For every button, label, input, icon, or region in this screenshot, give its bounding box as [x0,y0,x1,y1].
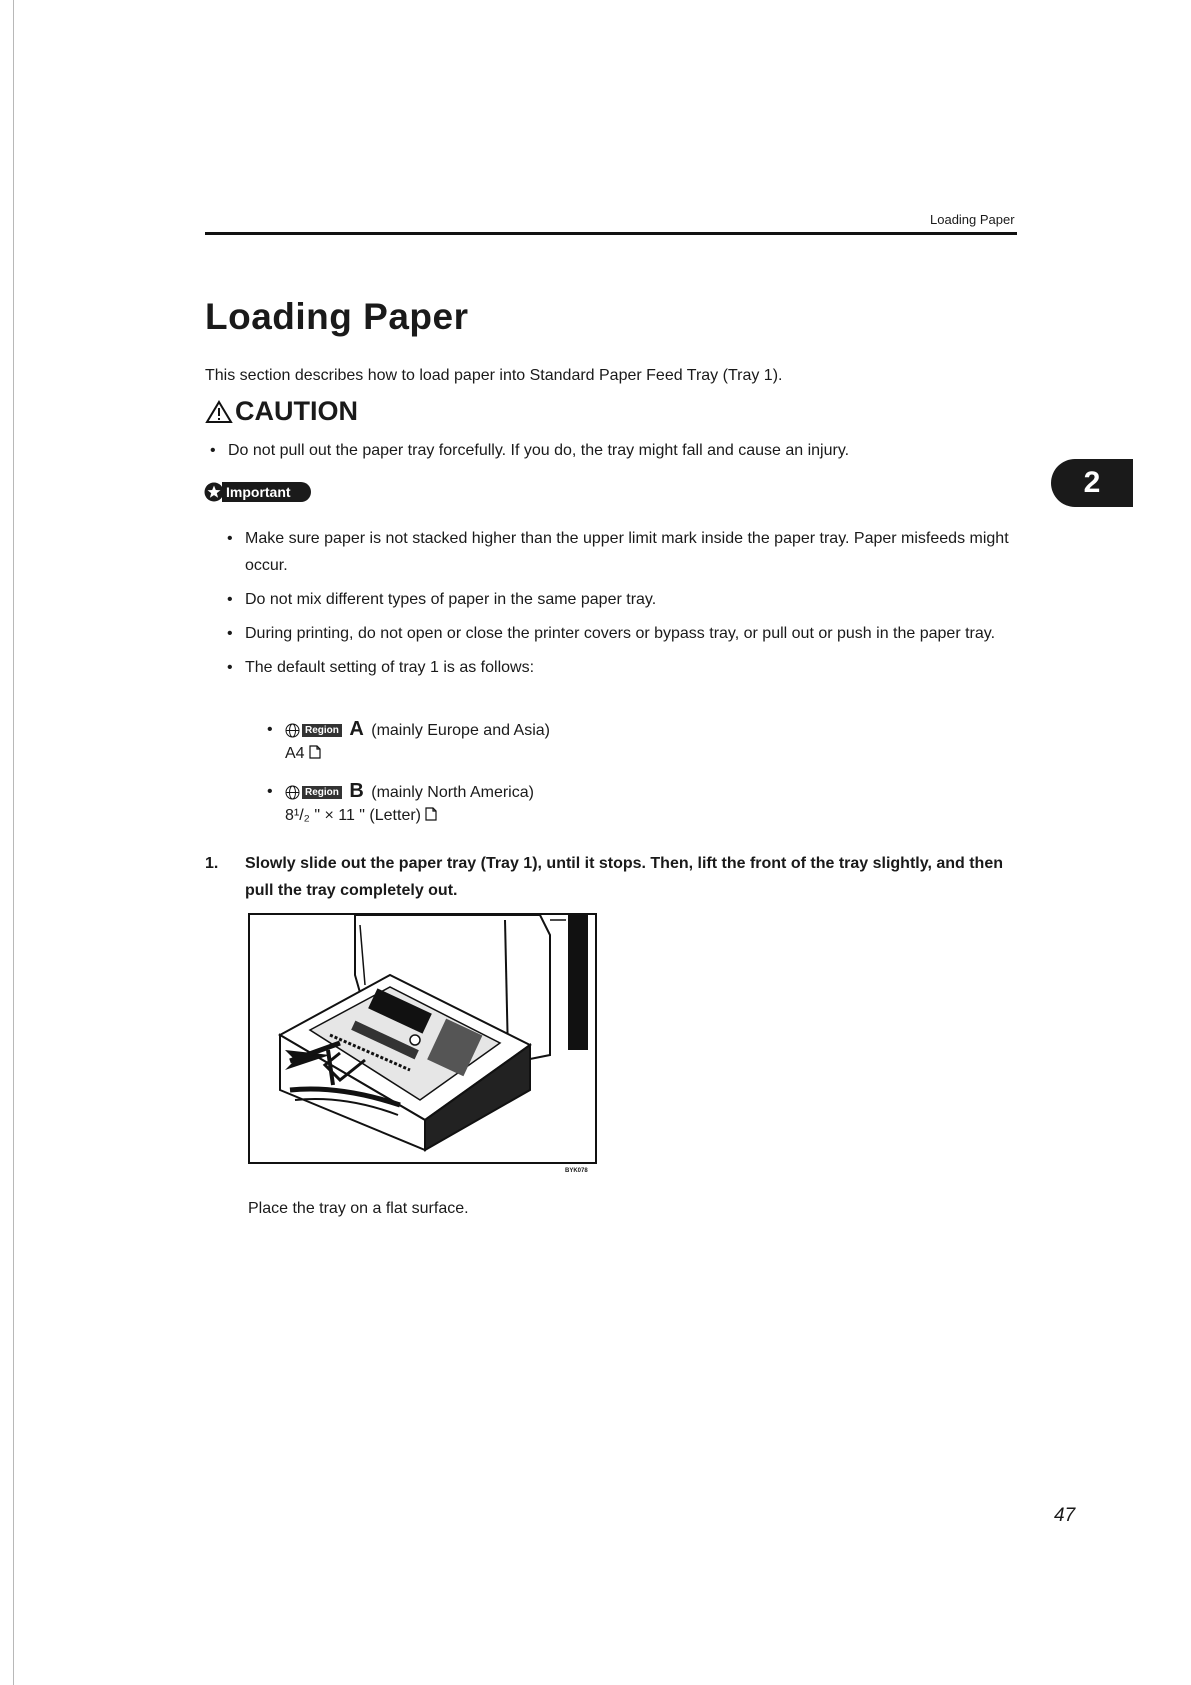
page-title: Loading Paper [205,296,469,337]
region-a-item [285,718,550,765]
important-heading [204,482,311,502]
header-rule [205,232,1017,235]
intro-paragraph: This section describes how to load paper into Standard Paper Feed Tray (Tray 1). [205,367,783,384]
region-letter: A [349,718,364,740]
paper-orientation-icon [425,807,437,821]
warning-triangle-icon [205,400,233,424]
paper-size-value: A4 [285,745,305,762]
running-header: Loading Paper [930,212,1015,227]
important-label: Important [222,482,311,502]
tray-illustration [248,913,597,1164]
caution-heading [205,396,358,427]
important-list [245,525,1020,688]
important-star-icon [204,482,224,502]
list-item: • The default setting of tray 1 is as follows: [245,654,1020,681]
region-letter: B [349,780,364,802]
globe-icon [285,723,300,738]
region-badge: • Region [285,785,342,800]
paper-tray-drawing [250,915,595,1162]
paper-size-value: 8¹/₂ " × 11 " (Letter) [285,807,421,824]
caution-item: • Do not pull out the paper tray forcefully. If you do, the tray might fall and cause an injury. [228,442,849,460]
figure-code: BYK078 [565,1168,588,1174]
list-item: • During printing, do not open or close the printer covers or bypass tray, or pull out or push in the paper tray. [245,620,1020,647]
region-badge: • Region [285,723,342,738]
chapter-tab: 2 [1051,459,1133,507]
list-item: • Do not mix different types of paper in the same paper tray. [245,586,1020,613]
region-description: (mainly North America) [371,784,534,801]
step-number: 1. [205,855,219,872]
caution-label: CAUTION [235,396,358,426]
paper-orientation-icon [309,745,321,759]
region-description: (mainly Europe and Asia) [371,722,551,739]
region-b-item [285,780,534,827]
globe-icon [285,785,300,800]
scan-edge-line [13,0,14,1685]
list-item: • Make sure paper is not stacked higher than the upper limit mark inside the paper tray. Paper misfeeds might occur. [245,525,1020,579]
page-number: 47 [1054,1505,1076,1526]
step-note: Place the tray on a flat surface. [248,1200,469,1217]
step-text: Slowly slide out the paper tray (Tray 1), until it stops. Then, lift the front of the tray slightly, and then pull the tray completely out. [245,855,1003,899]
